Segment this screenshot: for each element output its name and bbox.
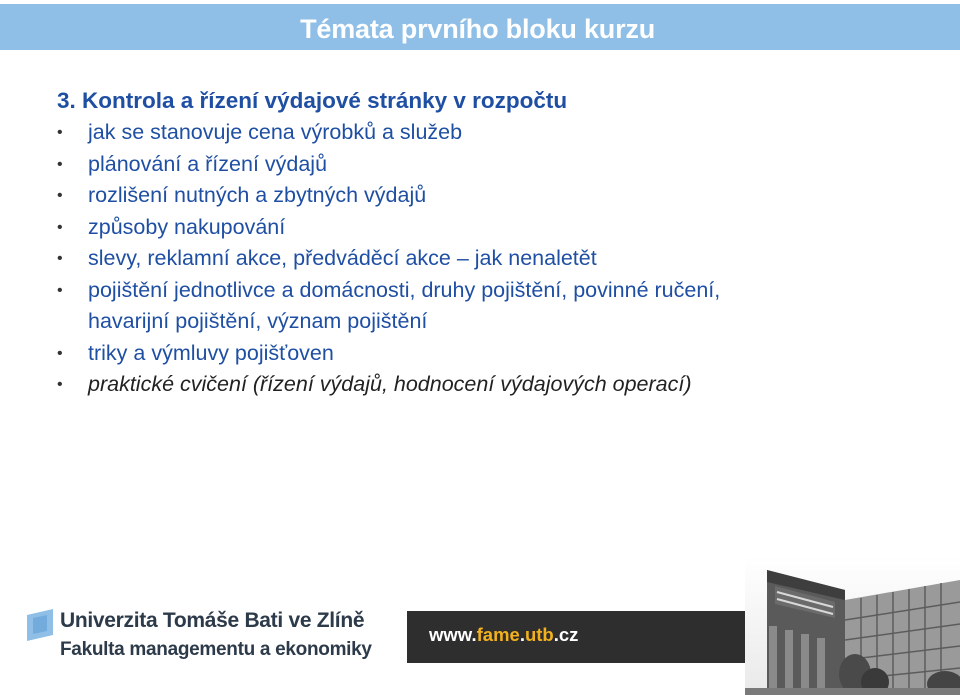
url-suffix: .cz xyxy=(553,624,579,645)
content-area xyxy=(57,85,937,401)
bullet-icon: • xyxy=(57,250,63,267)
url-fame: fame xyxy=(476,624,520,645)
list-item-text: způsoby nakupování xyxy=(88,214,286,239)
list-item xyxy=(57,275,937,338)
list-item xyxy=(57,149,937,181)
list-item xyxy=(57,369,937,401)
bullet-icon: • xyxy=(57,376,63,393)
url-dot: . xyxy=(519,624,525,645)
section-heading: 3. Kontrola a řízení výdajové stránky v rozpočtu xyxy=(57,88,568,113)
bullet-list xyxy=(57,117,937,401)
header-bar xyxy=(0,4,960,50)
bullet-icon: • xyxy=(57,124,63,141)
university-name: Univerzita Tomáše Bati ve Zlíně xyxy=(60,609,365,632)
website-link[interactable] xyxy=(429,624,578,646)
bullet-icon: • xyxy=(57,155,63,173)
faculty-name: Fakulta managementu a ekonomiky xyxy=(60,639,372,660)
university-logo-icon xyxy=(27,609,53,641)
list-item xyxy=(57,243,937,275)
list-item-continuation: havarijní pojištění, význam pojištění xyxy=(88,309,428,333)
list-item xyxy=(57,117,937,149)
page-title: Témata prvního bloku kurzu xyxy=(300,14,655,44)
list-item-text: rozlišení nutných a zbytných výdajů xyxy=(88,183,427,207)
url-prefix: www. xyxy=(429,624,477,645)
university-logo xyxy=(27,609,387,669)
bullet-icon: • xyxy=(57,281,63,299)
building-photo xyxy=(745,556,960,695)
list-item xyxy=(57,212,937,244)
bullet-icon: • xyxy=(57,218,63,236)
list-item xyxy=(57,338,937,370)
bullet-icon: • xyxy=(57,344,63,362)
list-item xyxy=(57,180,937,212)
list-item-text: plánování a řízení výdajů xyxy=(88,151,328,176)
bullet-icon: • xyxy=(57,187,63,204)
list-item-text: jak se stanovuje cena výrobků a služeb xyxy=(88,120,463,144)
list-item-text: slevy, reklamní akce, předváděcí akce – jak nenaletět xyxy=(88,246,597,270)
list-item-text: praktické cvičení (řízení výdajů, hodnocení výdajových operací) xyxy=(88,372,692,396)
list-item-text: triky a výmluvy pojišťoven xyxy=(88,340,334,365)
list-item-text: pojištění jednotlivce a domácnosti, druhy pojištění, povinné ručení, xyxy=(88,277,721,302)
url-utb: utb xyxy=(524,624,554,645)
